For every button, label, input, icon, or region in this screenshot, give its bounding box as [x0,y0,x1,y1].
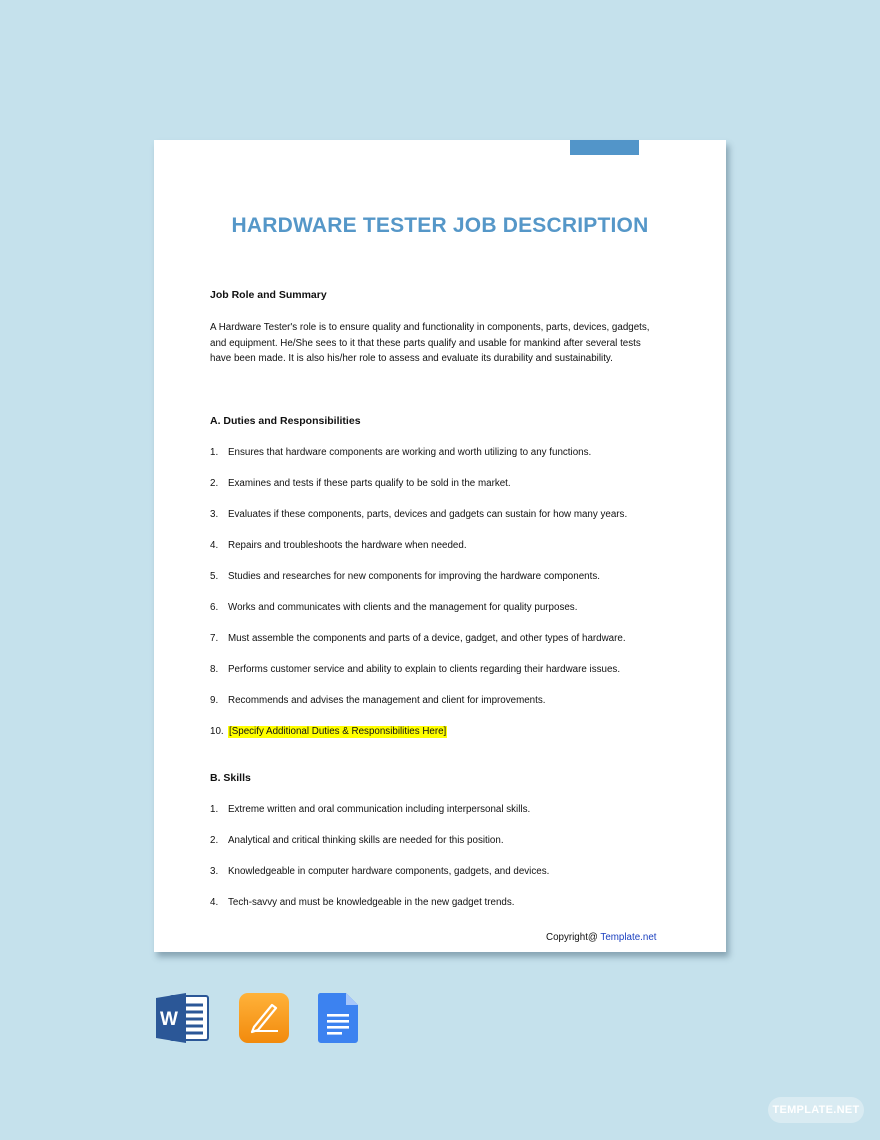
duty-item [210,478,660,509]
item-number: 6. [210,602,219,613]
item-number: 3. [210,509,219,520]
skills-heading: B. Skills [210,772,251,784]
pages-icon[interactable] [238,992,290,1044]
copyright-line [546,932,657,943]
item-number: 3. [210,866,219,877]
item-text: Ensures that hardware components are working and worth utilizing to any functions. [228,447,592,458]
item-number: 4. [210,897,219,908]
item-text: Performs customer service and ability to explain to clients regarding their hardware issues. [228,664,621,675]
duty-item [210,726,660,757]
item-text: Tech-savvy and must be knowledgeable in the new gadget trends. [228,897,515,908]
duty-item [210,540,660,571]
item-number: 10. [210,726,224,737]
summary-heading: Job Role and Summary [210,289,327,301]
duty-item [210,509,660,540]
item-text: Recommends and advises the management and client for improvements. [228,695,546,706]
item-number: 2. [210,478,219,489]
item-text: Examines and tests if these parts qualify to be sold in the market. [228,478,511,489]
item-number: 4. [210,540,219,551]
item-text: Evaluates if these components, parts, devices and gadgets can sustain for how many years. [228,509,628,520]
skills-list [210,804,660,928]
page-accent-tab [570,140,639,155]
document-title: HARDWARE TESTER JOB DESCRIPTION [231,214,649,237]
duties-heading: A. Duties and Responsibilities [210,415,361,427]
template-net-watermark: TEMPLATE.NET [768,1097,864,1123]
duty-item [210,447,660,478]
duty-item [210,602,660,633]
duty-item [210,695,660,726]
duty-item [210,664,660,695]
summary-paragraph: A Hardware Tester's role is to ensure quality and functionality in components, parts, devices, gadgets, and equipment. He/She sees to it that these parts qualify and usable for mankind after several tests have been made. It is also his/her role to assess and evaluate its durability and sustainability. [210,322,650,364]
item-number: 7. [210,633,219,644]
copyright-label: Copyright@ [546,932,598,943]
item-text: Studies and researches for new components for improving the hardware components. [228,571,600,582]
item-number: 2. [210,835,219,846]
highlighted-placeholder-text: [Specify Additional Duties & Responsibilities Here] [229,726,447,737]
item-number: 1. [210,804,219,815]
skill-item [210,897,660,928]
duties-list [210,447,660,757]
item-text: Extreme written and oral communication including interpersonal skills. [228,804,531,815]
item-number: 8. [210,664,219,675]
word-icon-letter: W [160,1009,178,1030]
item-text: Repairs and troubleshoots the hardware when needed. [228,540,467,551]
duty-item [210,633,660,664]
item-number: 9. [210,695,219,706]
google-docs-icon[interactable] [317,992,359,1044]
item-text: Analytical and critical thinking skills are needed for this position. [228,835,504,846]
duty-item [210,571,660,602]
skill-item [210,866,660,897]
skill-item [210,835,660,866]
item-text: Knowledgeable in computer hardware components, gadgets, and devices. [228,866,550,877]
item-number: 1. [210,447,219,458]
document-page [154,140,726,952]
word-icon[interactable] [156,992,210,1044]
item-text: Works and communicates with clients and the management for quality purposes. [228,602,578,613]
item-number: 5. [210,571,219,582]
skill-item [210,804,660,835]
template-net-link[interactable]: Template.net [600,932,657,943]
item-text: Must assemble the components and parts of a device, gadget, and other types of hardware. [228,633,626,644]
